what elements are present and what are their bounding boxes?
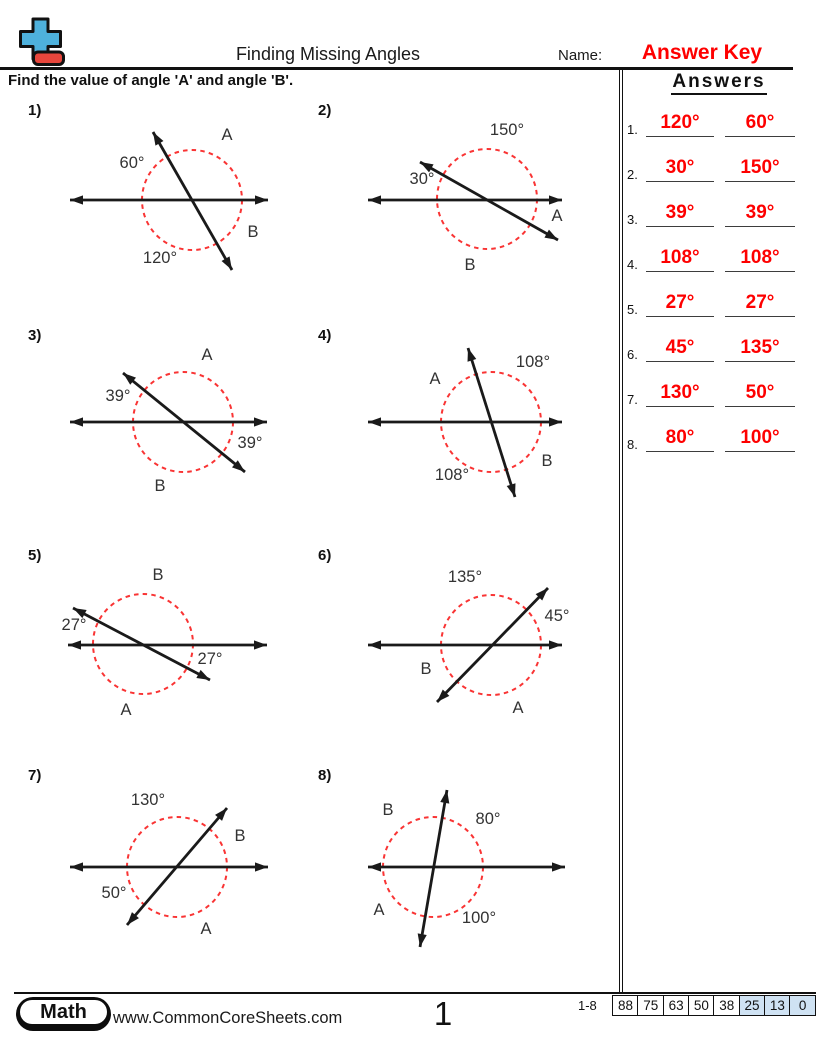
answer-value-b: 39° bbox=[745, 202, 775, 223]
answer-row bbox=[622, 279, 816, 317]
answer-key-badge: Answer Key bbox=[641, 41, 763, 64]
angle-label: A bbox=[373, 901, 385, 919]
answer-blank-a bbox=[646, 98, 714, 137]
angle-label: 60° bbox=[119, 154, 145, 172]
answer-number: 3. bbox=[627, 212, 638, 227]
score-cell: 75 bbox=[637, 995, 664, 1016]
answer-blank-b bbox=[725, 188, 795, 227]
angle-label: B bbox=[382, 801, 394, 819]
horizontal-line bbox=[68, 640, 267, 649]
page-number: 1 bbox=[433, 995, 453, 1032]
answer-number: 7. bbox=[627, 392, 638, 407]
angle-label: 130° bbox=[130, 791, 166, 809]
answer-blank-b bbox=[725, 413, 795, 452]
answer-number: 6. bbox=[627, 347, 638, 362]
answer-value-a: 39° bbox=[665, 202, 695, 223]
angle-label: B bbox=[234, 827, 246, 845]
angle-label: B bbox=[247, 223, 259, 241]
angle-label: 45° bbox=[544, 607, 570, 625]
answer-value-b: 100° bbox=[740, 427, 780, 448]
site-url: www.CommonCoreSheets.com bbox=[113, 1009, 343, 1027]
horizontal-line bbox=[70, 417, 267, 426]
problem-figure bbox=[20, 760, 312, 978]
angle-label: 150° bbox=[489, 121, 525, 139]
answer-blank-a bbox=[646, 368, 714, 407]
answer-row bbox=[622, 234, 816, 272]
math-badge-label: Math bbox=[20, 1000, 107, 1024]
horizontal-line bbox=[70, 195, 268, 204]
angle-label: 120° bbox=[142, 249, 178, 267]
problem-cell bbox=[20, 320, 312, 538]
angle-label: B bbox=[154, 477, 166, 495]
answer-value-b: 150° bbox=[740, 157, 780, 178]
answer-blank-a bbox=[646, 413, 714, 452]
math-badge bbox=[16, 997, 111, 1031]
problem-cell bbox=[20, 760, 312, 978]
problem-number: 4) bbox=[318, 327, 332, 344]
angle-label: A bbox=[221, 126, 233, 144]
horizontal-line bbox=[368, 417, 562, 426]
problem-figure bbox=[310, 760, 602, 978]
answer-blank-b bbox=[725, 323, 795, 362]
horizontal-line bbox=[368, 862, 565, 871]
answer-number: 5. bbox=[627, 302, 638, 317]
answer-blank-a bbox=[646, 188, 714, 227]
problem-figure bbox=[20, 320, 312, 538]
angle-label: 27° bbox=[197, 650, 223, 668]
angle-label: B bbox=[152, 566, 164, 584]
answer-value-a: 108° bbox=[660, 247, 700, 268]
answer-blank-b bbox=[725, 278, 795, 317]
instruction-text: Find the value of angle 'A' and angle 'B'. bbox=[8, 72, 294, 89]
commoncoresheets-plus-minus-logo-icon bbox=[17, 16, 69, 70]
answer-blank-b bbox=[725, 233, 795, 272]
answers-rows bbox=[622, 0, 816, 1056]
problem-number: 6) bbox=[318, 547, 332, 564]
score-cell: 63 bbox=[663, 995, 690, 1016]
angle-label: A bbox=[201, 346, 213, 364]
angle-label: B bbox=[464, 256, 476, 274]
answer-value-a: 30° bbox=[665, 157, 695, 178]
problem-number: 3) bbox=[28, 327, 42, 344]
answer-value-b: 108° bbox=[740, 247, 780, 268]
score-range-label: 1-8 bbox=[578, 998, 597, 1013]
problem-cell bbox=[310, 540, 602, 758]
score-cell: 13 bbox=[764, 995, 791, 1016]
problem-figure bbox=[310, 320, 602, 538]
answer-row bbox=[622, 99, 816, 137]
score-table bbox=[612, 995, 816, 1016]
angle-label: B bbox=[420, 660, 432, 678]
angle-label: A bbox=[120, 701, 132, 719]
angle-label: 27° bbox=[61, 616, 87, 634]
angle-label: 39° bbox=[237, 434, 263, 452]
answer-blank-a bbox=[646, 233, 714, 272]
angle-label: 80° bbox=[475, 810, 501, 828]
answer-blank-b bbox=[725, 368, 795, 407]
answer-value-b: 60° bbox=[745, 112, 775, 133]
score-cell: 0 bbox=[789, 995, 816, 1016]
problem-number: 2) bbox=[318, 102, 332, 119]
answer-row bbox=[622, 414, 816, 452]
answer-number: 2. bbox=[627, 167, 638, 182]
score-cell: 50 bbox=[688, 995, 715, 1016]
angle-label: 50° bbox=[101, 884, 127, 902]
horizontal-line bbox=[368, 195, 562, 204]
angle-label: 100° bbox=[461, 909, 497, 927]
angle-label: 135° bbox=[447, 568, 483, 586]
logo-minus-shape bbox=[34, 52, 64, 65]
answer-value-b: 50° bbox=[745, 382, 775, 403]
angle-label: 39° bbox=[105, 387, 131, 405]
problem-figure bbox=[310, 95, 602, 313]
answer-row bbox=[622, 324, 816, 362]
score-cell: 25 bbox=[739, 995, 766, 1016]
angle-label: 108° bbox=[434, 466, 470, 484]
angle-label: B bbox=[541, 452, 553, 470]
angle-label: 30° bbox=[409, 170, 435, 188]
problem-number: 8) bbox=[318, 767, 332, 784]
problem-figure bbox=[310, 540, 602, 758]
angle-label: A bbox=[429, 370, 441, 388]
answer-blank-b bbox=[725, 98, 795, 137]
page-title: Finding Missing Angles bbox=[235, 44, 421, 64]
problem-cell bbox=[310, 95, 602, 313]
problem-cell bbox=[310, 760, 602, 978]
answer-blank-a bbox=[646, 143, 714, 182]
problem-number: 7) bbox=[28, 767, 42, 784]
answer-value-a: 27° bbox=[665, 292, 695, 313]
angle-label: 108° bbox=[515, 353, 551, 371]
answer-number: 1. bbox=[627, 122, 638, 137]
answer-row bbox=[622, 144, 816, 182]
problem-cell bbox=[310, 320, 602, 538]
answer-blank-a bbox=[646, 323, 714, 362]
name-label: Name: bbox=[558, 47, 603, 64]
angle-label: A bbox=[551, 207, 563, 225]
problem-figure bbox=[20, 95, 312, 313]
problem-cell bbox=[20, 95, 312, 313]
answer-value-a: 130° bbox=[660, 382, 700, 403]
answers-title: Answers bbox=[626, 71, 812, 93]
answer-value-a: 80° bbox=[665, 427, 695, 448]
problem-number: 5) bbox=[28, 547, 42, 564]
angle-label: A bbox=[512, 699, 524, 717]
score-cell: 88 bbox=[612, 995, 639, 1016]
problem-cell bbox=[20, 540, 312, 758]
answer-value-b: 135° bbox=[740, 337, 780, 358]
answer-value-a: 45° bbox=[665, 337, 695, 358]
score-cell: 38 bbox=[713, 995, 740, 1016]
answer-row bbox=[622, 369, 816, 407]
answer-row bbox=[622, 189, 816, 227]
answer-blank-b bbox=[725, 143, 795, 182]
answer-value-a: 120° bbox=[660, 112, 700, 133]
problem-number: 1) bbox=[28, 102, 42, 119]
answer-number: 4. bbox=[627, 257, 638, 272]
horizontal-line bbox=[368, 640, 562, 649]
problem-figure bbox=[20, 540, 312, 758]
answer-blank-a bbox=[646, 278, 714, 317]
answer-value-b: 27° bbox=[745, 292, 775, 313]
angle-label: A bbox=[200, 920, 212, 938]
horizontal-line bbox=[70, 862, 268, 871]
answer-number: 8. bbox=[627, 437, 638, 452]
transversal-line bbox=[418, 790, 450, 947]
